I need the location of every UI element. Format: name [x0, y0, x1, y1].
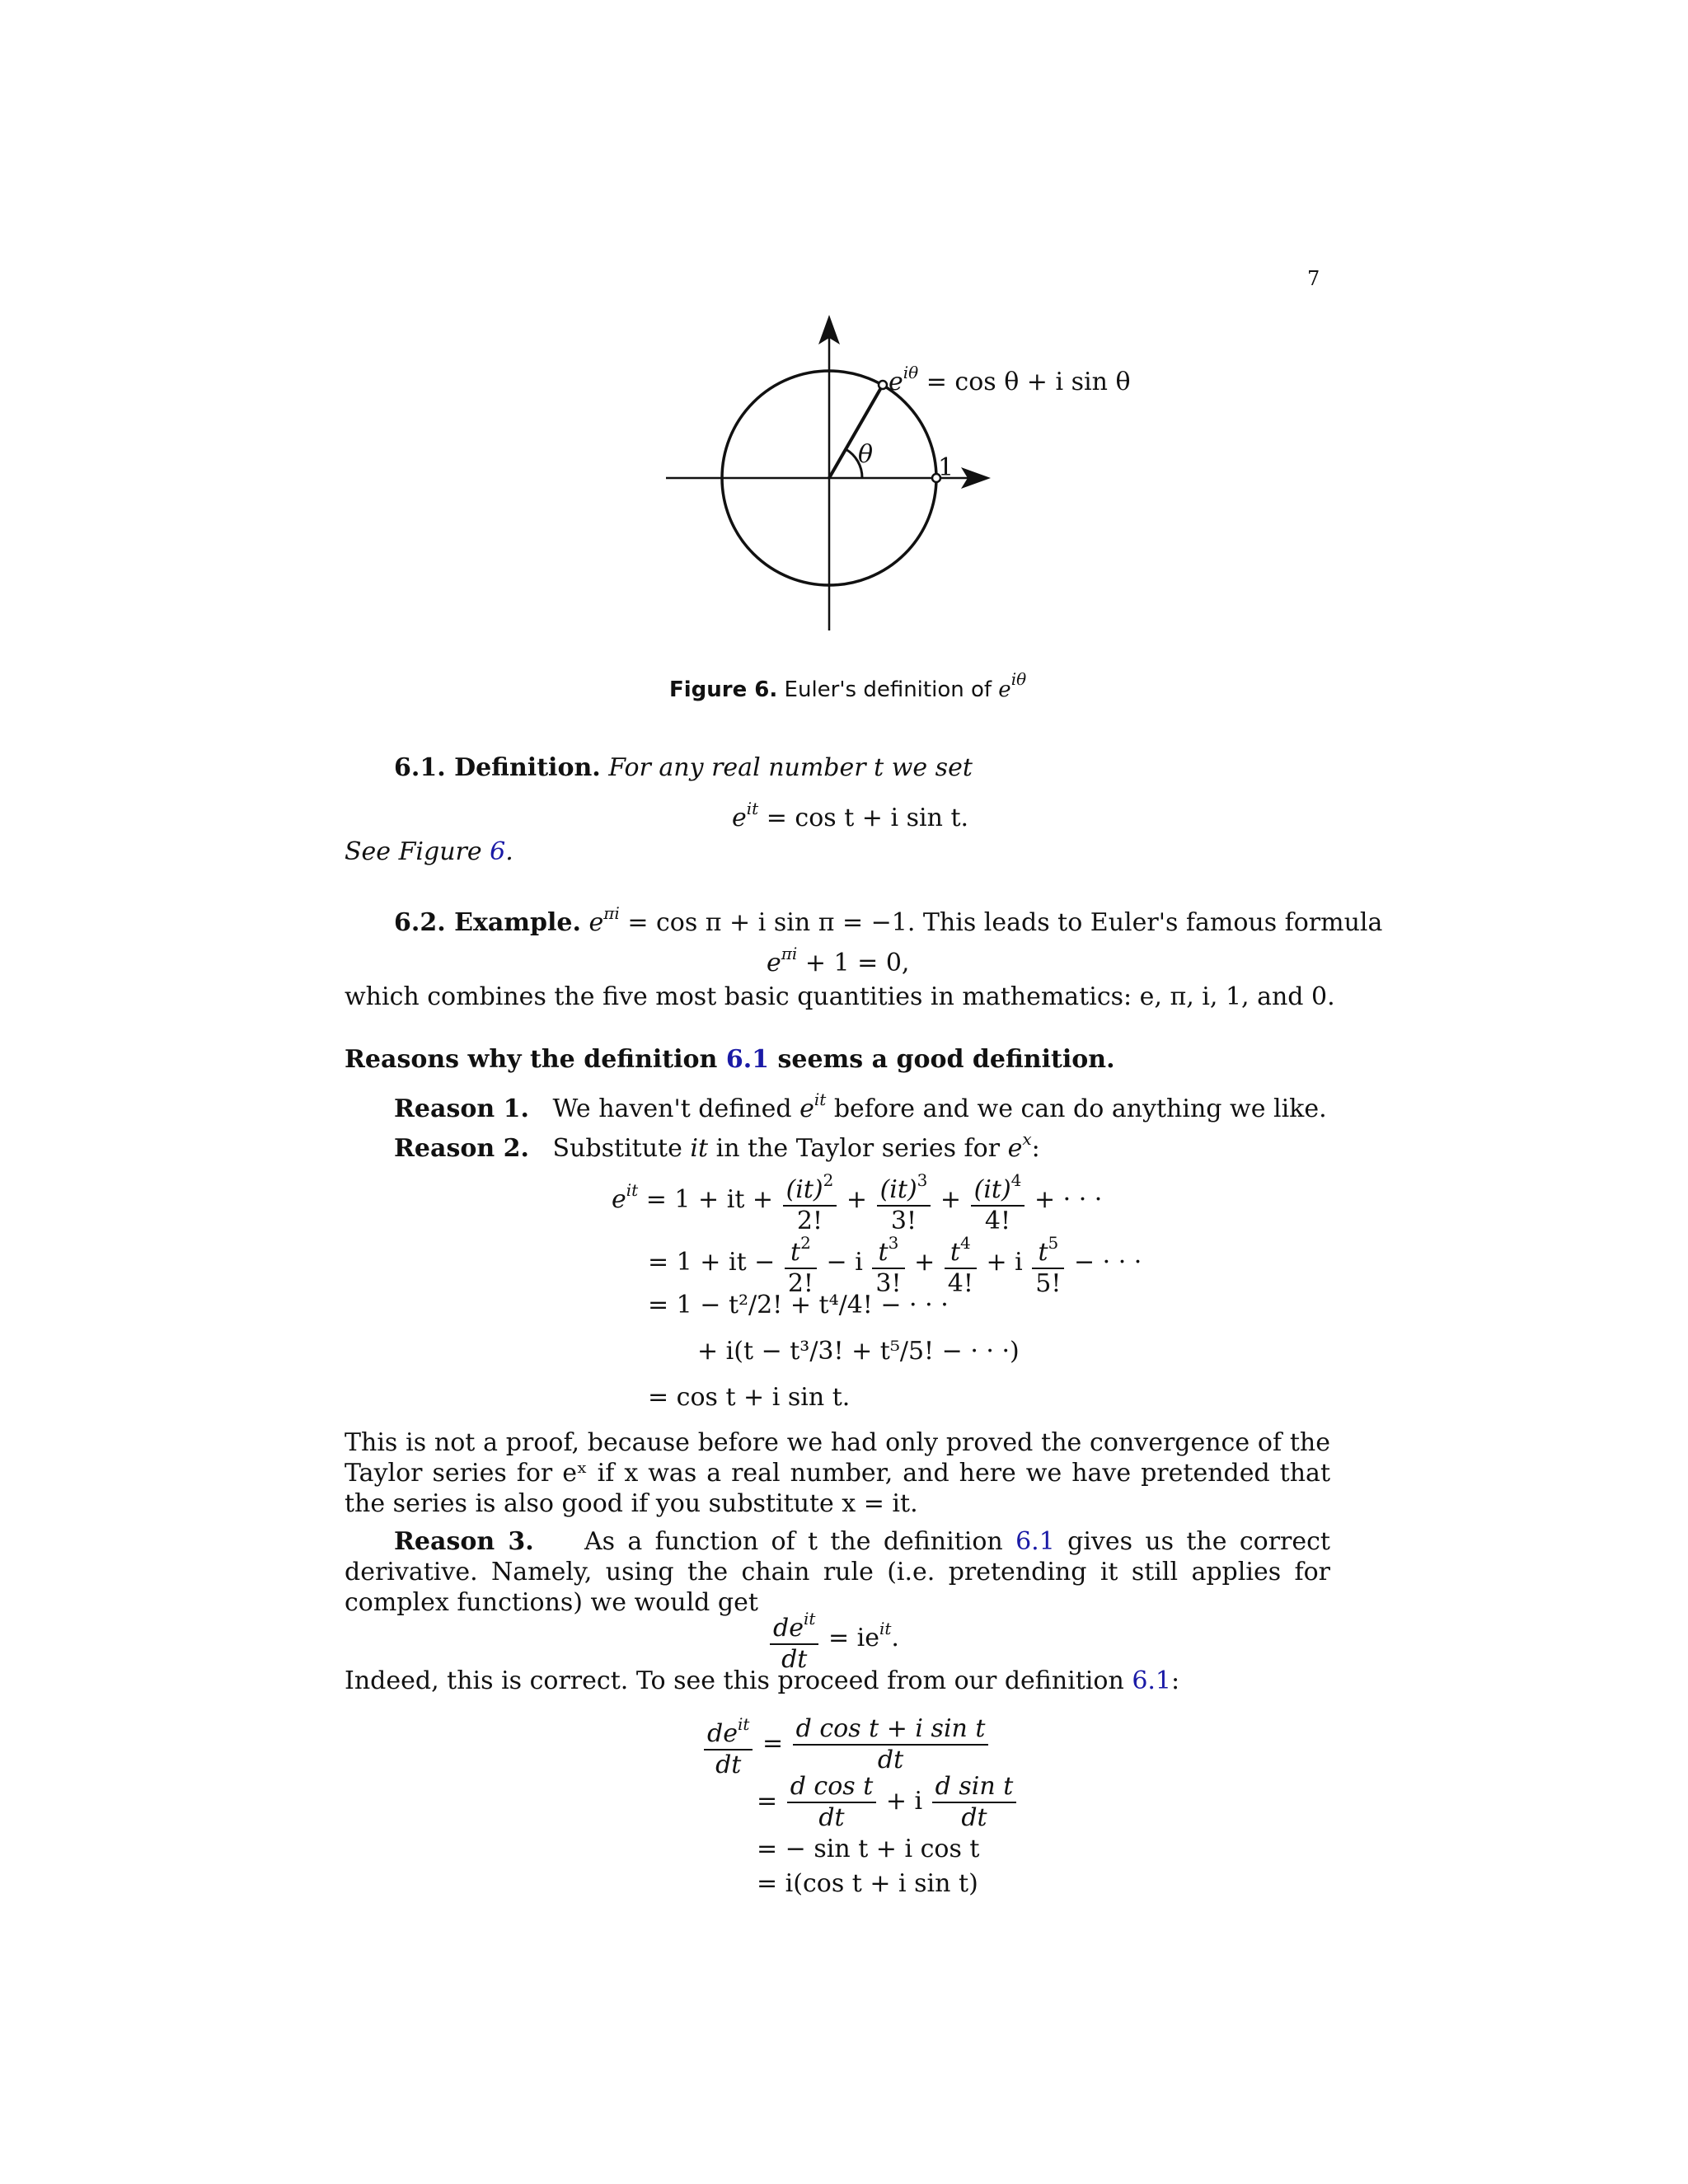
taylor-l2-frac-4: $\frac{t^5}{5!}$	[1032, 1228, 1064, 1299]
derivative-rhs: = ie	[828, 1624, 879, 1652]
see-figure-line	[345, 836, 513, 869]
taylor-line-1: $e^{it} = 1$ + it + $\frac{(it)^2}{2!}$ + $\frac{(it)^3}{3!}$ + $\frac{(it)^4}{4!}$ + · · ·	[612, 1165, 1102, 1236]
taylor-line-5: = cos t + i sin t.	[648, 1383, 851, 1412]
taylor-lhs: e	[612, 1185, 626, 1214]
indeed-end: :	[1171, 1666, 1180, 1695]
taylor-line-3: = 1 − t²/2! + t⁴/4! − · · ·	[648, 1291, 949, 1319]
euler-identity-rhs: + 1 = 0,	[797, 949, 910, 977]
proof-note: This is not a proof, because before we had only proved the convergence of the Taylor series for eˣ if x was a real number, and here we have pretended that the series is also good if you substitute x = it.	[345, 1428, 1330, 1518]
example-lhs-sup: πi	[603, 903, 620, 923]
reasons-heading	[345, 1043, 1115, 1076]
reason-2-sup: x	[1022, 1129, 1032, 1149]
euler-identity-lhs: e	[767, 949, 781, 977]
reason-2	[394, 1122, 1040, 1165]
chain-c1-frac: $\frac{\text{d cos t + i sin t}}{dt}$	[793, 1714, 989, 1775]
figure-point-label	[889, 356, 1131, 399]
taylor-l2-op-3: + i	[986, 1248, 1023, 1277]
indeed-line	[345, 1665, 1179, 1698]
point-label-rest: = cos θ + i sin θ	[918, 368, 1131, 396]
derivative-frac: $\frac{de^{it}}{dt}$	[770, 1604, 818, 1675]
figure-caption-math: e	[998, 677, 1011, 702]
definition-6-1-link-3[interactable]: 6.1	[1132, 1666, 1172, 1695]
example-6-2	[394, 897, 1382, 940]
reason-3-post: gives us the correct derivative. Namely, using the chain rule (i.e. pretending it still applies for complex functions) we would get	[345, 1527, 1330, 1617]
see-figure-end: .	[505, 837, 513, 866]
reason-2-math: e	[1007, 1134, 1023, 1163]
definition-6-1	[394, 752, 973, 785]
taylor-l1-frac-2: $\frac{(it)^3}{3!}$	[877, 1165, 931, 1236]
taylor-l2-frac-3: $\frac{t^4}{4!}$	[945, 1228, 977, 1299]
definition-6-1-link[interactable]: 6.1	[725, 1045, 770, 1074]
definition-equation	[732, 792, 968, 835]
reason-1-post: before and we can do anything we like.	[826, 1094, 1327, 1123]
reason-2-pre: Substitute	[552, 1134, 691, 1163]
taylor-l1-start: = 1 + it +	[645, 1185, 781, 1214]
chain-line-4: = i(cos t + i sin t)	[757, 1869, 978, 1898]
taylor-l1-frac-3: $\frac{(it)^4}{4!}$	[971, 1165, 1025, 1236]
chain-c2-frac-1: $\frac{\text{d cos t}}{dt}$	[787, 1772, 877, 1833]
reason-3-pre: As a function of t the definition	[584, 1527, 1016, 1556]
reason-2-mid: in the Taylor series for	[708, 1134, 1008, 1163]
example-label: 6.2. Example.	[394, 908, 581, 937]
reasons-heading-pre: Reasons why the definition	[345, 1045, 726, 1074]
reason-1-label: Reason 1.	[394, 1094, 529, 1123]
definition-text: For any real number t we set	[608, 753, 973, 782]
taylor-l2-frac-2: $\frac{t^3}{3!}$	[872, 1228, 904, 1299]
chain-lhs-frac: $\frac{de^{it}}{dt}$	[704, 1709, 753, 1780]
page-number: 7	[1307, 267, 1320, 290]
radius-line	[829, 385, 883, 478]
chain-line-1: $\frac{de^{it}}{dt}$ = $\frac{\text{d cos t + i sin t}}{dt}$	[702, 1709, 990, 1780]
definition-eq-lhs: e	[732, 804, 747, 832]
reason-1-sup: it	[814, 1090, 827, 1109]
point-label-base: e	[889, 368, 903, 396]
taylor-l1-end: + · · ·	[1034, 1185, 1103, 1214]
example-after-text: which combines the five most basic quantities in mathematics: e, π, i, 1, and 0.	[345, 982, 1335, 1011]
euler-identity-sup: πi	[781, 944, 798, 963]
definition-label: 6.1. Definition.	[394, 753, 601, 782]
taylor-l1-frac-1: $\frac{(it)^2}{2!}$	[783, 1165, 837, 1236]
figure-one-label: 1	[938, 453, 954, 482]
figure-caption	[669, 669, 1026, 702]
figure-6-link[interactable]: 6	[490, 837, 506, 866]
point-e-i-theta	[879, 381, 887, 389]
reason-3-label: Reason 3.	[394, 1527, 534, 1556]
reason-1	[394, 1083, 1327, 1126]
reason-1-math: e	[799, 1094, 814, 1123]
taylor-l2-op-1: − i	[826, 1248, 863, 1277]
indeed-pre: Indeed, this is correct. To see this proceed from our definition	[345, 1666, 1132, 1695]
chain-c2-frac-2: $\frac{\text{d sin t}}{dt}$	[932, 1772, 1017, 1833]
taylor-l2-frac-1: $\frac{t^2}{2!}$	[785, 1228, 817, 1299]
chain-c2-op: + i	[885, 1787, 923, 1816]
chain-line-2: = $\frac{\text{d cos t}}{dt}$ + i $\frac{\text{d sin t}}{dt}$	[757, 1772, 1018, 1833]
reason-2-it: it	[690, 1134, 709, 1163]
taylor-l2-end: − · · ·	[1073, 1248, 1142, 1277]
taylor-lhs-sup: it	[626, 1180, 639, 1200]
example-lhs: e	[588, 908, 604, 937]
definition-eq-sup: it	[746, 799, 759, 818]
figure-angle-label: θ	[858, 440, 874, 469]
taylor-line-2	[648, 1228, 1142, 1299]
derivative-rhs-sup: it	[879, 1619, 892, 1638]
see-figure-text: See Figure	[345, 837, 490, 866]
figure-caption-label: Figure 6.	[669, 677, 778, 702]
reason-2-label: Reason 2.	[394, 1134, 529, 1163]
definition-6-1-link-2[interactable]: 6.1	[1015, 1527, 1055, 1556]
point-label-sup: iθ	[903, 363, 919, 382]
reason-1-pre: We haven't defined	[552, 1094, 800, 1123]
example-rhs: = cos π + i sin π = −1. This leads to Euler's famous formula	[619, 908, 1383, 937]
figure-caption-text: Euler's definition of	[784, 677, 999, 702]
euler-identity	[767, 937, 909, 980]
definition-eq-rhs: = cos t + i sin t.	[758, 804, 969, 832]
reason-2-end: :	[1031, 1134, 1040, 1163]
reasons-heading-post: seems a good definition.	[769, 1045, 1115, 1074]
taylor-line-4: + i(t − t³/3! + t⁵/5! − · · ·)	[697, 1337, 1020, 1366]
chain-line-3: = − sin t + i cos t	[757, 1835, 980, 1863]
taylor-l2-start: = 1 + it −	[648, 1248, 783, 1277]
figure-caption-math-sup: iθ	[1010, 669, 1027, 689]
derivative-end: .	[891, 1624, 899, 1652]
taylor-l2-op-2: +	[914, 1248, 935, 1277]
